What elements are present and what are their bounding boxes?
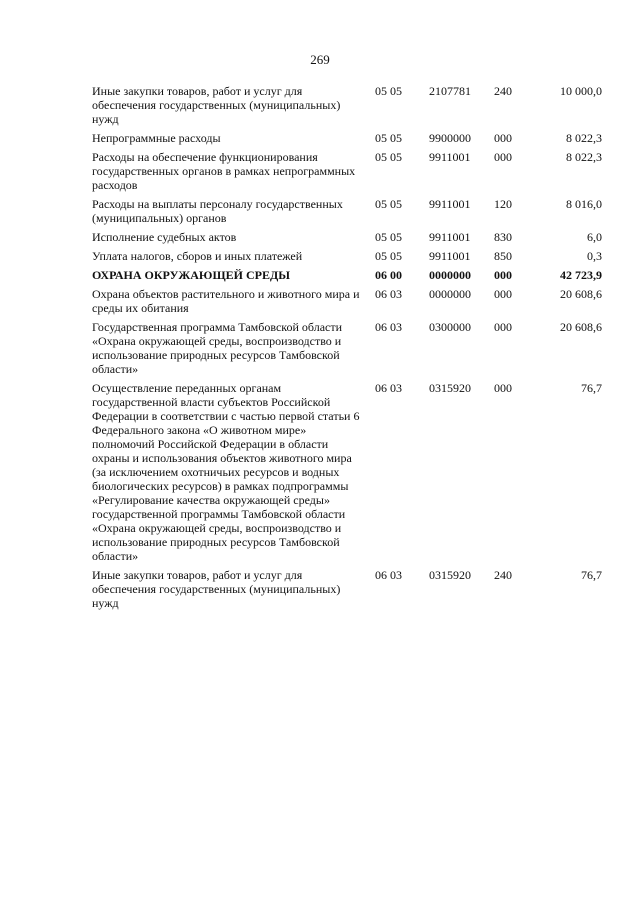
item-name: Осуществление переданных органам государственной власти субъектов Российской Федерации в соответствии с частью первой статьи 6 Федерального закона «О животном мире» полномочий Российской Федерации в области охраны и использования объектов животного мира (за исключением охотничьих ресурсов и водных биологических ресурсов) в рамках подпрограммы «Регулирование качества окружающей среды» государственной программы Тамбовской области «Охрана окружающей среды, воспроизводство и использование природных ресурсов Тамбовской области» [92, 381, 360, 563]
amount: 8 016,0 [566, 197, 602, 211]
table-row [92, 131, 602, 145]
table-row [92, 150, 602, 192]
amount: 20 608,6 [560, 320, 602, 334]
section-code: 05 05 [375, 249, 402, 263]
expense-type-code: 000 [494, 150, 512, 164]
target-article-code: 9911001 [429, 150, 471, 164]
amount: 8 022,3 [566, 131, 602, 145]
target-article-code: 0300000 [429, 320, 471, 334]
target-article-code: 0000000 [429, 287, 471, 301]
target-article-code: 0315920 [429, 568, 471, 582]
item-name: Иные закупки товаров, работ и услуг для обеспечения государственных (муниципальных) нужд [92, 84, 341, 126]
amount: 42 723,9 [560, 268, 602, 282]
amount: 76,7 [581, 381, 602, 395]
section-code: 05 05 [375, 84, 402, 98]
table-row [92, 287, 602, 315]
table-row [92, 84, 602, 126]
amount: 6,0 [587, 230, 602, 244]
section-code: 05 05 [375, 197, 402, 211]
amount: 76,7 [581, 568, 602, 582]
item-name: Иные закупки товаров, работ и услуг для обеспечения государственных (муниципальных) нужд [92, 568, 341, 610]
item-name: Исполнение судебных актов [92, 230, 237, 244]
item-name: Государственная программа Тамбовской области «Охрана окружающей среды, воспроизводство и использование природных ресурсов Тамбовской области» [92, 320, 343, 376]
section-code: 05 05 [375, 150, 402, 164]
expense-type-code: 830 [494, 230, 512, 244]
section-code: 05 05 [375, 131, 402, 145]
expense-type-code: 000 [494, 320, 512, 334]
expense-type-code: 120 [494, 197, 512, 211]
table-row [92, 230, 602, 244]
target-article-code: 9900000 [429, 131, 471, 145]
item-name: Расходы на обеспечение функционирования государственных органов в рамках непрограммных расходов [92, 150, 356, 192]
section-code: 06 03 [375, 287, 402, 301]
target-article-code: 0000000 [429, 268, 471, 282]
item-name: Расходы на выплаты персоналу государственных (муниципальных) органов [92, 197, 343, 225]
table-row [92, 249, 602, 263]
target-article-code: 9911001 [429, 230, 471, 244]
amount: 8 022,3 [566, 150, 602, 164]
page-number: 269 [310, 52, 330, 67]
target-article-code: 0315920 [429, 381, 471, 395]
expense-type-code: 000 [494, 287, 512, 301]
table-row [92, 320, 602, 376]
expense-type-code: 240 [494, 568, 512, 582]
amount: 10 000,0 [560, 84, 602, 98]
item-name: Охрана объектов растительного и животного мира и среды их обитания [92, 287, 360, 315]
section-code: 06 03 [375, 381, 402, 395]
item-name: ОХРАНА ОКРУЖАЮЩЕЙ СРЕДЫ [92, 268, 290, 282]
section-code: 06 03 [375, 568, 402, 582]
target-article-code: 9911001 [429, 197, 471, 211]
budget-table [92, 84, 602, 615]
section-code: 06 00 [375, 268, 402, 282]
section-code: 06 03 [375, 320, 402, 334]
expense-type-code: 000 [494, 268, 512, 282]
expense-type-code: 000 [494, 381, 512, 395]
table-row [92, 568, 602, 610]
target-article-code: 2107781 [429, 84, 471, 98]
table-row [92, 381, 602, 563]
table-row [92, 197, 602, 225]
item-name: Уплата налогов, сборов и иных платежей [92, 249, 303, 263]
expense-type-code: 000 [494, 131, 512, 145]
amount: 0,3 [587, 249, 602, 263]
section-code: 05 05 [375, 230, 402, 244]
item-name: Непрограммные расходы [92, 131, 221, 145]
expense-type-code: 850 [494, 249, 512, 263]
expense-type-code: 240 [494, 84, 512, 98]
amount: 20 608,6 [560, 287, 602, 301]
target-article-code: 9911001 [429, 249, 471, 263]
table-row [92, 268, 602, 282]
